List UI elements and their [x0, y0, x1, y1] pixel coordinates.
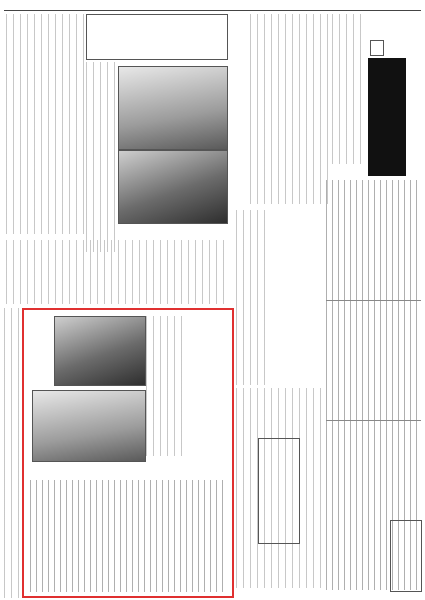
highlighted-photo-caption-bottom	[32, 462, 144, 476]
highlighted-photo-upper	[54, 316, 146, 386]
right-body-text-2	[250, 14, 330, 204]
right-article-label	[370, 40, 384, 56]
highlighted-photo-lower	[32, 390, 146, 462]
right-body-text	[332, 14, 366, 164]
right-article-banner	[368, 58, 406, 176]
right-article-subhead	[390, 62, 404, 82]
header-rule	[4, 10, 421, 11]
middle-article-subtitle	[292, 212, 304, 340]
middle-article-kicker	[305, 212, 317, 232]
left-top-body-text	[6, 14, 84, 234]
middle-body-text	[236, 210, 266, 385]
right-small-box	[390, 520, 422, 592]
left-edge-body-text	[4, 308, 20, 598]
middle-lower-kicker	[285, 442, 295, 456]
right-article-kicker	[408, 16, 422, 176]
highlighted-photo-caption-top	[40, 318, 52, 380]
highlighted-title	[184, 316, 206, 492]
highlighted-kicker	[207, 316, 221, 448]
highlighted-article	[22, 308, 234, 598]
middle-lower-title	[271, 442, 283, 538]
highlighted-body-text-lower	[30, 480, 226, 592]
highlighted-body-text-upper	[146, 316, 182, 456]
middle-lower-item	[260, 442, 270, 482]
left-top-headline-box	[86, 14, 228, 60]
right-divider-1	[326, 300, 421, 301]
right-article-title	[371, 62, 390, 174]
left-top-body-text-2	[86, 62, 116, 252]
middle-lower-box	[258, 438, 300, 544]
left-mid-body-text	[6, 240, 228, 304]
left-top-photo-upper	[118, 66, 228, 150]
left-top-photo-lower	[118, 150, 228, 224]
middle-article-title	[270, 212, 290, 362]
right-divider-2	[326, 420, 421, 421]
